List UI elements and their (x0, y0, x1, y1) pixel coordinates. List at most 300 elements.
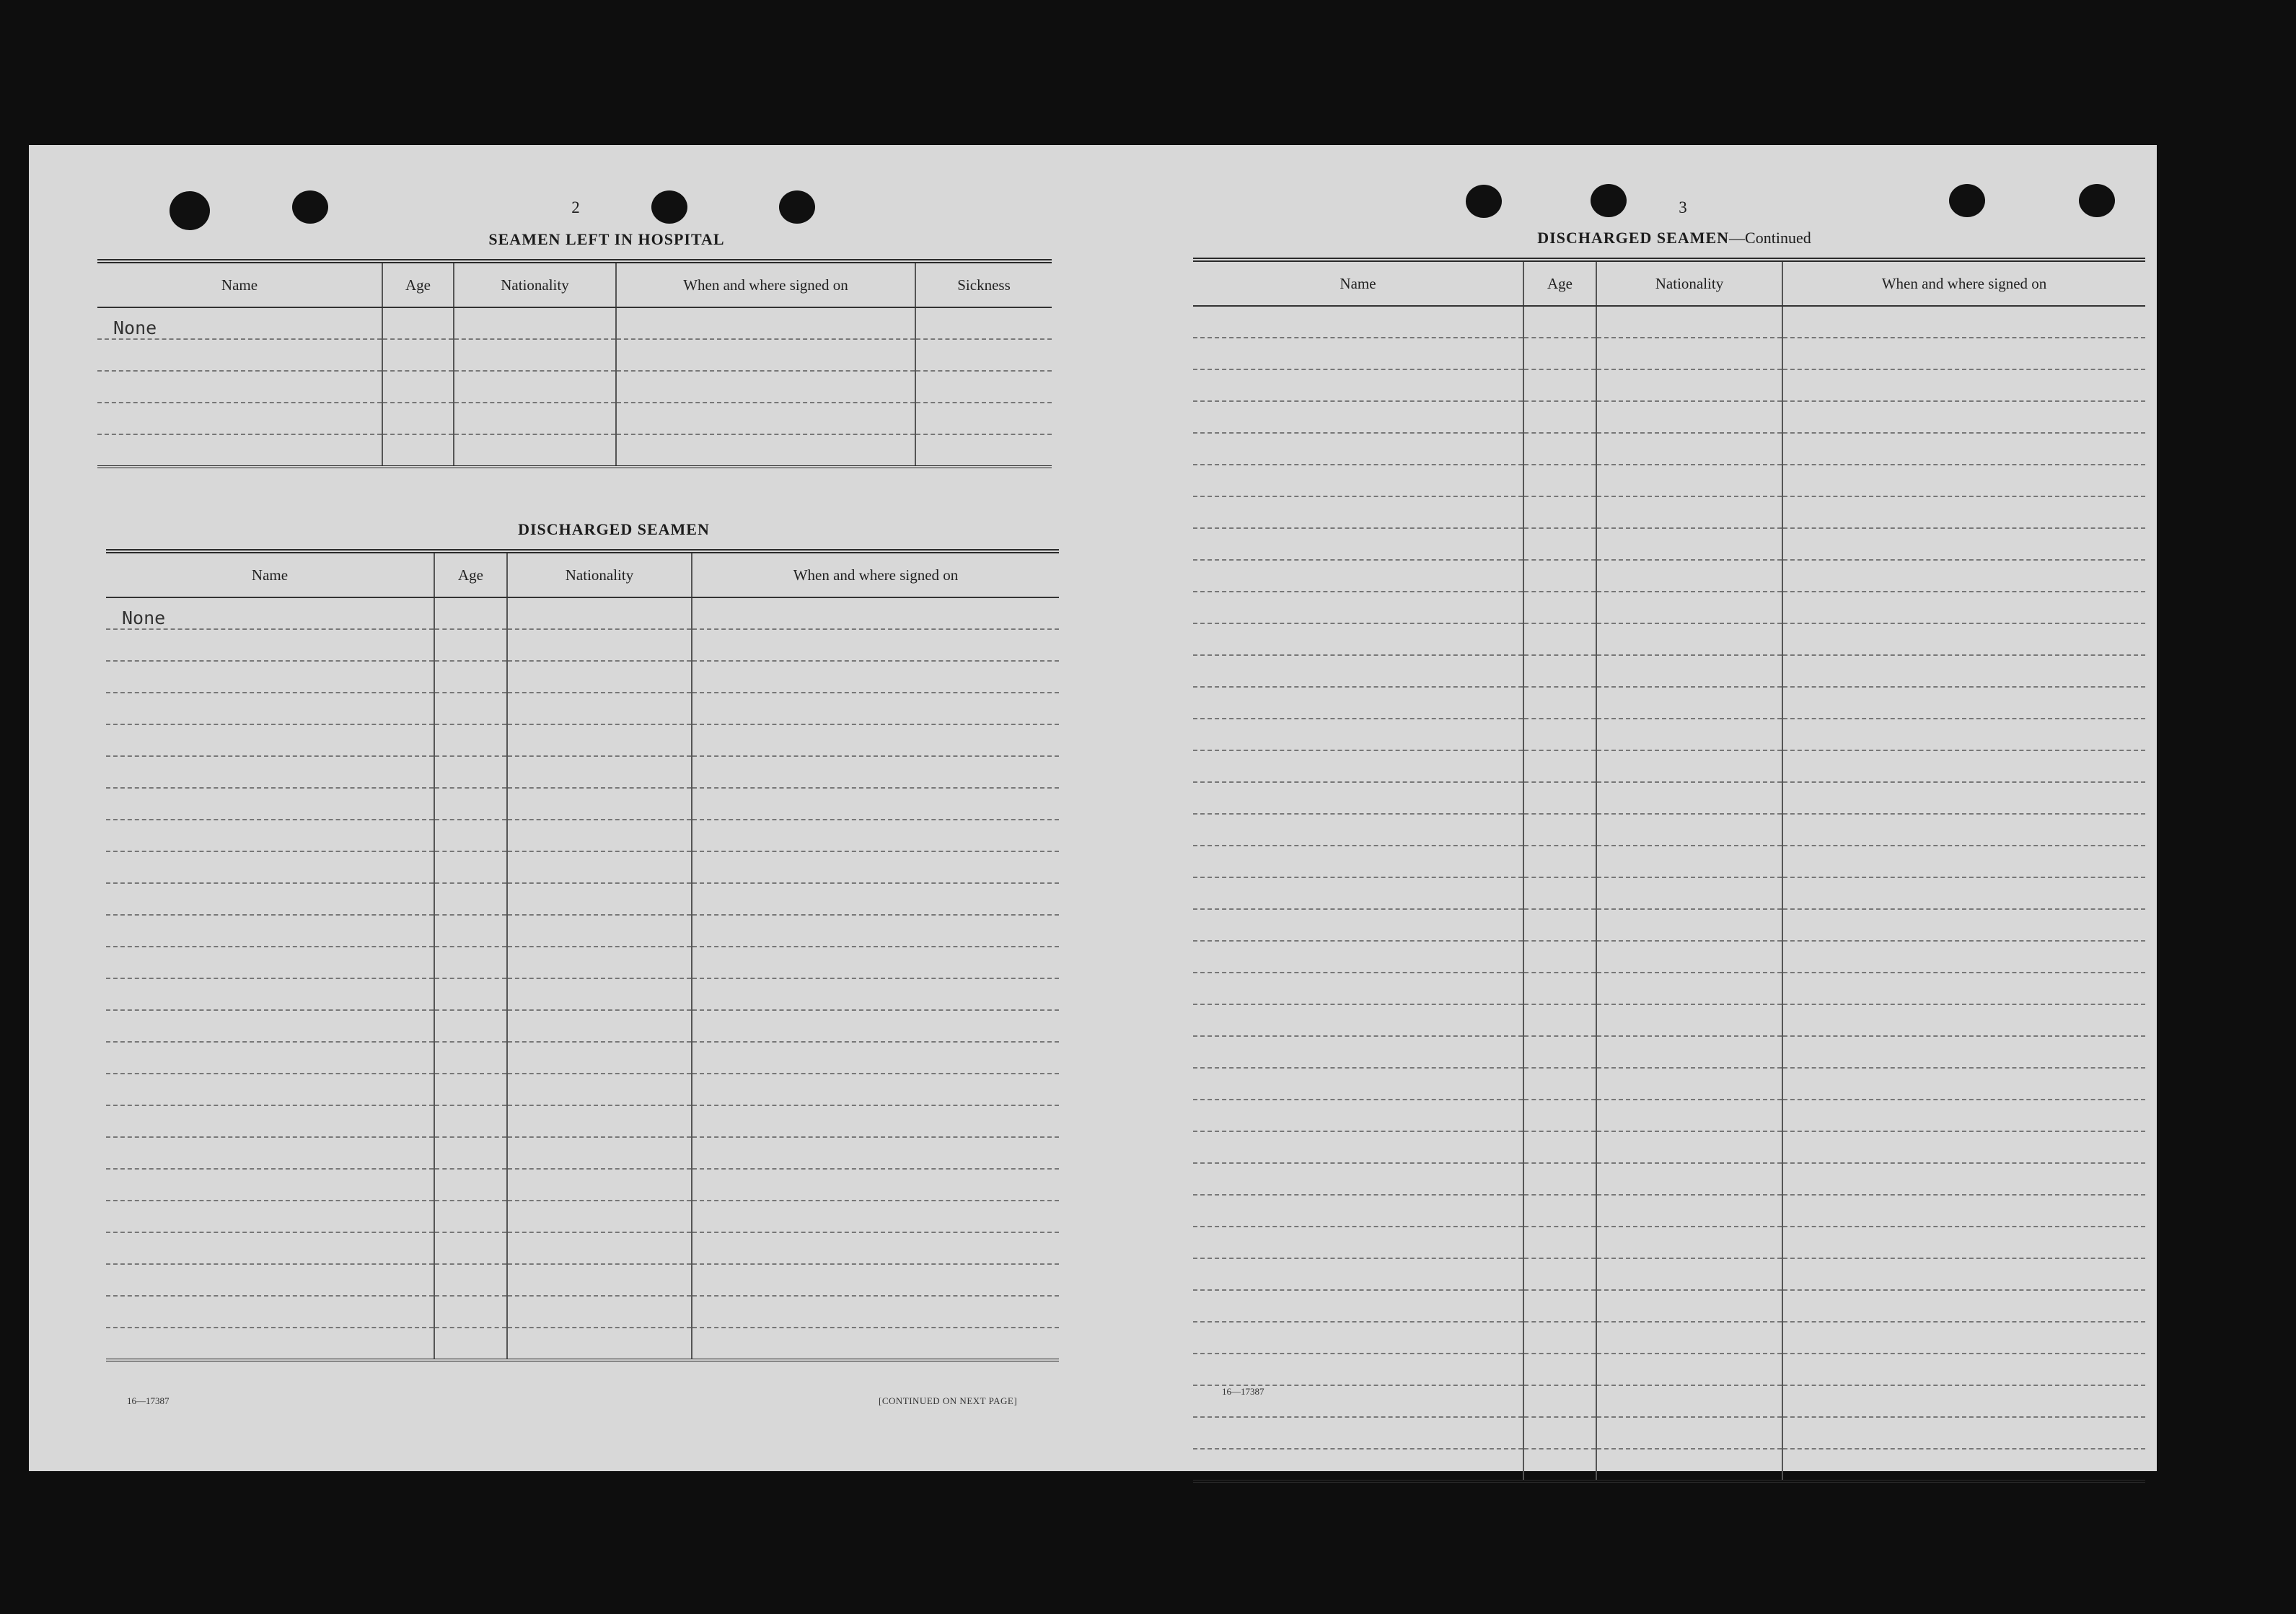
table-cell (1193, 1354, 1523, 1385)
table-row (1193, 1354, 2145, 1385)
table-cell (507, 1074, 692, 1105)
table-cell (434, 1328, 507, 1360)
table-cell (507, 788, 692, 820)
section-title-suffix: —Continued (1729, 229, 1811, 247)
table-cell (692, 978, 1059, 1010)
table-cell (1596, 401, 1782, 433)
column-header-name: Name (97, 261, 382, 307)
table-cell (1782, 1258, 2145, 1290)
table-row (1193, 592, 2145, 623)
table-row (1193, 401, 2145, 433)
table-header-row (97, 261, 1052, 307)
table-cell (1782, 1322, 2145, 1354)
table-row (1193, 1163, 2145, 1195)
table-cell (692, 756, 1059, 788)
table-cell (434, 1074, 507, 1105)
table-row (1193, 1068, 2145, 1100)
table-cell (1596, 941, 1782, 973)
table-cell (507, 1105, 692, 1137)
column-header-sickness: Sickness (915, 261, 1052, 307)
table-cell (616, 307, 915, 339)
table-row (1193, 1004, 2145, 1036)
table-row (106, 947, 1059, 978)
table-cell (692, 851, 1059, 883)
table-cell (1193, 1036, 1523, 1068)
table-cell (1523, 909, 1596, 941)
table-cell (1193, 687, 1523, 719)
table-row (106, 1201, 1059, 1232)
table-row (1193, 846, 2145, 877)
table-row (1193, 1449, 2145, 1481)
table-cell (507, 629, 692, 661)
table-row (106, 1232, 1059, 1264)
table-cell (434, 947, 507, 978)
column-header-nationality: Nationality (507, 551, 692, 597)
table-cell (507, 1328, 692, 1360)
table-cell (97, 371, 382, 403)
table-cell (106, 1105, 434, 1137)
table-cell (106, 1201, 434, 1232)
table-cell (1782, 877, 2145, 909)
table-cell (507, 915, 692, 947)
table-cell (1596, 1322, 1782, 1354)
table-cell (434, 883, 507, 915)
table-cell (1782, 1068, 2145, 1100)
table-cell (1523, 1322, 1596, 1354)
form-code-left: 16—17387 (127, 1395, 170, 1406)
column-header-signed-on: When and where signed on (1782, 260, 2145, 306)
table-cell (1523, 814, 1596, 846)
table-cell (1596, 1227, 1782, 1258)
table-cell (692, 1328, 1059, 1360)
table-cell (106, 1264, 434, 1296)
table-cell (1523, 433, 1596, 465)
table-cell (1782, 496, 2145, 528)
table-cell (1193, 401, 1523, 433)
table-cell (1782, 1163, 2145, 1195)
table-cell (692, 629, 1059, 661)
table-cell (507, 851, 692, 883)
table-cell (692, 693, 1059, 724)
table-cell (1523, 941, 1596, 973)
table-cell (1193, 465, 1523, 496)
table-cell (1193, 814, 1523, 846)
table-row (1193, 465, 2145, 496)
section-title-hospital: SEAMEN LEFT IN HOSPITAL (488, 230, 725, 248)
table-cell (1596, 1290, 1782, 1322)
table-cell (915, 434, 1052, 467)
table-cell (1193, 496, 1523, 528)
table-cell (1193, 528, 1523, 560)
table-cell (692, 1074, 1059, 1105)
table-cell (1523, 1068, 1596, 1100)
table-cell (106, 629, 434, 661)
table-row (106, 1169, 1059, 1201)
table-cell (692, 1201, 1059, 1232)
table-cell (1782, 623, 2145, 655)
table-cell (1596, 687, 1782, 719)
table-cell (434, 851, 507, 883)
page-number-left: 2 (571, 198, 580, 216)
table-cell (507, 1137, 692, 1169)
table-cell (434, 756, 507, 788)
column-header-signed-on: When and where signed on (616, 261, 915, 307)
table-row (1193, 1131, 2145, 1163)
table-row (97, 307, 1052, 339)
table-cell (454, 434, 616, 467)
punch-hole (292, 190, 328, 224)
table-cell (1523, 973, 1596, 1004)
punch-hole (1466, 185, 1502, 218)
table-cell (915, 403, 1052, 434)
table-cell (692, 1105, 1059, 1137)
table-row (1193, 1036, 2145, 1068)
table-cell (1523, 560, 1596, 592)
table-cell (1782, 528, 2145, 560)
table-cell (1523, 401, 1596, 433)
table-row (1193, 369, 2145, 401)
table-row (1193, 687, 2145, 719)
table-cell (1193, 592, 1523, 623)
table-row (106, 1074, 1059, 1105)
section-title-discharged-continued (1523, 229, 1826, 247)
table-cell (106, 1328, 434, 1360)
table-row (1193, 338, 2145, 369)
hospital-table (97, 259, 1052, 468)
table-cell (1596, 369, 1782, 401)
table-cell (1193, 909, 1523, 941)
table-cell (507, 947, 692, 978)
table-cell (1523, 528, 1596, 560)
table-cell (434, 1169, 507, 1201)
table-row (1193, 814, 2145, 846)
table-cell (97, 403, 382, 434)
form-code-right: 16—17387 (1222, 1386, 1264, 1397)
table-cell (1193, 1449, 1523, 1481)
table-cell (1596, 306, 1782, 338)
table-cell (915, 371, 1052, 403)
table-row (106, 661, 1059, 693)
table-row (106, 756, 1059, 788)
table-cell (106, 661, 434, 693)
table-cell (1782, 560, 2145, 592)
table-cell (106, 756, 434, 788)
table-cell (106, 1042, 434, 1074)
table-cell (1193, 1195, 1523, 1227)
table-cell (434, 1010, 507, 1042)
table-row (1193, 973, 2145, 1004)
punch-hole (1591, 184, 1627, 217)
punch-hole (2079, 184, 2115, 217)
table-cell (1782, 750, 2145, 782)
table-cell (434, 1137, 507, 1169)
table-cell (1782, 846, 2145, 877)
table-cell (1523, 655, 1596, 687)
table-cell (454, 403, 616, 434)
table-row (1193, 782, 2145, 814)
table-cell (692, 883, 1059, 915)
table-cell (507, 661, 692, 693)
table-row (106, 1105, 1059, 1137)
table-cell (1523, 1036, 1596, 1068)
table-cell (915, 307, 1052, 339)
table-row (106, 978, 1059, 1010)
table-cell (1523, 687, 1596, 719)
table-cell (1193, 306, 1523, 338)
table-cell (1523, 846, 1596, 877)
table-cell (692, 788, 1059, 820)
table-cell (1523, 1100, 1596, 1131)
table-row (1193, 1417, 2145, 1449)
table-cell (106, 788, 434, 820)
table-cell (1596, 877, 1782, 909)
table-cell (1596, 909, 1782, 941)
table-cell (106, 1169, 434, 1201)
table-row (1193, 528, 2145, 560)
table-cell (382, 307, 454, 339)
table-cell (1193, 1290, 1523, 1322)
table-cell (1596, 1385, 1782, 1417)
table-cell (1193, 1004, 1523, 1036)
table-cell (1523, 1354, 1596, 1385)
table-cell (434, 629, 507, 661)
table-cell (692, 1137, 1059, 1169)
table-cell (1193, 1068, 1523, 1100)
table-cell (1596, 750, 1782, 782)
table-cell (1523, 1417, 1596, 1449)
column-header-name: Name (106, 551, 434, 597)
table-cell (1596, 592, 1782, 623)
table-cell (1193, 369, 1523, 401)
table-cell (434, 1105, 507, 1137)
table-cell (1523, 338, 1596, 369)
table-cell (507, 1232, 692, 1264)
table-row (1193, 1195, 2145, 1227)
table-cell (692, 1042, 1059, 1074)
table-cell (434, 693, 507, 724)
table-cell (1523, 782, 1596, 814)
table-cell (1596, 1068, 1782, 1100)
table-header-row (1193, 260, 2145, 306)
table-row (1193, 941, 2145, 973)
table-row (97, 403, 1052, 434)
table-cell (106, 1232, 434, 1264)
table-row (1193, 1227, 2145, 1258)
table-cell (434, 915, 507, 947)
page-number-right: 3 (1679, 198, 1687, 216)
table-cell (616, 403, 915, 434)
table-cell (507, 1264, 692, 1296)
table-row (106, 1328, 1059, 1360)
table-cell (1782, 1449, 2145, 1481)
table-cell (382, 434, 454, 467)
section-title-discharged: DISCHARGED SEAMEN (518, 520, 710, 538)
table-cell (1193, 1163, 1523, 1195)
table-row (106, 693, 1059, 724)
punch-hole (779, 190, 815, 224)
table-cell (507, 724, 692, 756)
table-cell (507, 693, 692, 724)
table-cell (1523, 719, 1596, 750)
table-cell (1193, 941, 1523, 973)
table-cell (1596, 433, 1782, 465)
table-cell (507, 820, 692, 851)
table-cell (1782, 941, 2145, 973)
table-cell (1193, 1322, 1523, 1354)
table-row (97, 339, 1052, 371)
table-cell (106, 883, 434, 915)
continued-note: [CONTINUED ON NEXT PAGE] (879, 1395, 1018, 1406)
table-row (106, 629, 1059, 661)
section-title-text: DISCHARGED SEAMEN (1537, 229, 1730, 247)
table-cell (1596, 655, 1782, 687)
column-header-name: Name (1193, 260, 1523, 306)
table-row (106, 724, 1059, 756)
table-row (1193, 1290, 2145, 1322)
column-header-age: Age (434, 551, 507, 597)
table-cell (1523, 1131, 1596, 1163)
discharged-table (106, 549, 1059, 1361)
table-cell (915, 339, 1052, 371)
table-cell (1523, 1163, 1596, 1195)
table-row (1193, 1258, 2145, 1290)
table-cell (507, 978, 692, 1010)
table-cell (1596, 814, 1782, 846)
table-cell (507, 756, 692, 788)
table-cell (1193, 433, 1523, 465)
table-row (1193, 433, 2145, 465)
table-cell (1596, 719, 1782, 750)
table-row (1193, 623, 2145, 655)
table-row (1193, 1100, 2145, 1131)
table-cell (692, 947, 1059, 978)
table-cell (106, 1074, 434, 1105)
table-cell (1596, 846, 1782, 877)
table-cell (434, 978, 507, 1010)
table-cell (1523, 465, 1596, 496)
table-cell (1523, 1004, 1596, 1036)
table-cell (1596, 1449, 1782, 1481)
table-row (1193, 496, 2145, 528)
table-row (1193, 306, 2145, 338)
table-cell (507, 1201, 692, 1232)
table-cell (434, 820, 507, 851)
table-cell (1782, 465, 2145, 496)
table-cell (692, 661, 1059, 693)
table-row (1193, 1385, 2145, 1417)
table-cell (454, 307, 616, 339)
table-cell (1782, 655, 2145, 687)
table-cell (382, 371, 454, 403)
table-cell (1596, 496, 1782, 528)
table-cell (1193, 750, 1523, 782)
table-cell (1782, 1290, 2145, 1322)
table-cell (1523, 623, 1596, 655)
table-row (106, 1010, 1059, 1042)
table-cell (1193, 877, 1523, 909)
discharged-continued-table (1193, 258, 2145, 1483)
table-cell (1782, 1036, 2145, 1068)
table-cell (106, 820, 434, 851)
table-row (106, 1042, 1059, 1074)
table-cell (616, 339, 915, 371)
table-cell (1523, 1385, 1596, 1417)
table-cell (1782, 1385, 2145, 1417)
column-header-age: Age (1523, 260, 1596, 306)
table-row (106, 820, 1059, 851)
table-cell (382, 339, 454, 371)
table-cell (1596, 1100, 1782, 1131)
table-cell (692, 1232, 1059, 1264)
table-cell (434, 661, 507, 693)
table-row (106, 883, 1059, 915)
table-cell (507, 1042, 692, 1074)
table-cell (1782, 338, 2145, 369)
table-cell (1596, 1258, 1782, 1290)
table-cell (1523, 1258, 1596, 1290)
table-cell (1782, 814, 2145, 846)
table-cell (1523, 496, 1596, 528)
table-cell (1193, 1131, 1523, 1163)
table-row (1193, 1322, 2145, 1354)
table-cell (1596, 1036, 1782, 1068)
table-cell (434, 597, 507, 629)
table-cell (106, 1010, 434, 1042)
table-cell (1782, 369, 2145, 401)
table-cell (1782, 687, 2145, 719)
table-cell (1193, 846, 1523, 877)
table-row (97, 434, 1052, 467)
table-cell (1193, 560, 1523, 592)
table-cell (1782, 433, 2145, 465)
table-cell (97, 339, 382, 371)
table-row (1193, 877, 2145, 909)
table-cell (692, 1010, 1059, 1042)
table-cell (1782, 1131, 2145, 1163)
table-cell (692, 1169, 1059, 1201)
table-cell (692, 1296, 1059, 1328)
table-cell (1782, 306, 2145, 338)
table-cell (1523, 592, 1596, 623)
table-cell (1193, 338, 1523, 369)
table-cell (1596, 560, 1782, 592)
table-header-row (106, 551, 1059, 597)
table-cell (1782, 1227, 2145, 1258)
table-cell (1523, 1449, 1596, 1481)
table-cell (692, 1264, 1059, 1296)
table-row (1193, 560, 2145, 592)
table-cell (1193, 719, 1523, 750)
table-cell (1596, 1195, 1782, 1227)
table-cell (1782, 1004, 2145, 1036)
table-cell (106, 978, 434, 1010)
table-cell (1596, 1004, 1782, 1036)
table-cell (1782, 1417, 2145, 1449)
table-cell (1782, 719, 2145, 750)
table-row (1193, 909, 2145, 941)
table-cell (616, 371, 915, 403)
table-cell (507, 883, 692, 915)
table-cell: None (106, 597, 434, 629)
table-cell (106, 947, 434, 978)
table-cell (1193, 655, 1523, 687)
table-cell (1596, 1163, 1782, 1195)
punch-hole (651, 190, 687, 224)
table-cell (1782, 1100, 2145, 1131)
table-cell (1523, 369, 1596, 401)
table-cell (1523, 306, 1596, 338)
table-cell (1782, 782, 2145, 814)
